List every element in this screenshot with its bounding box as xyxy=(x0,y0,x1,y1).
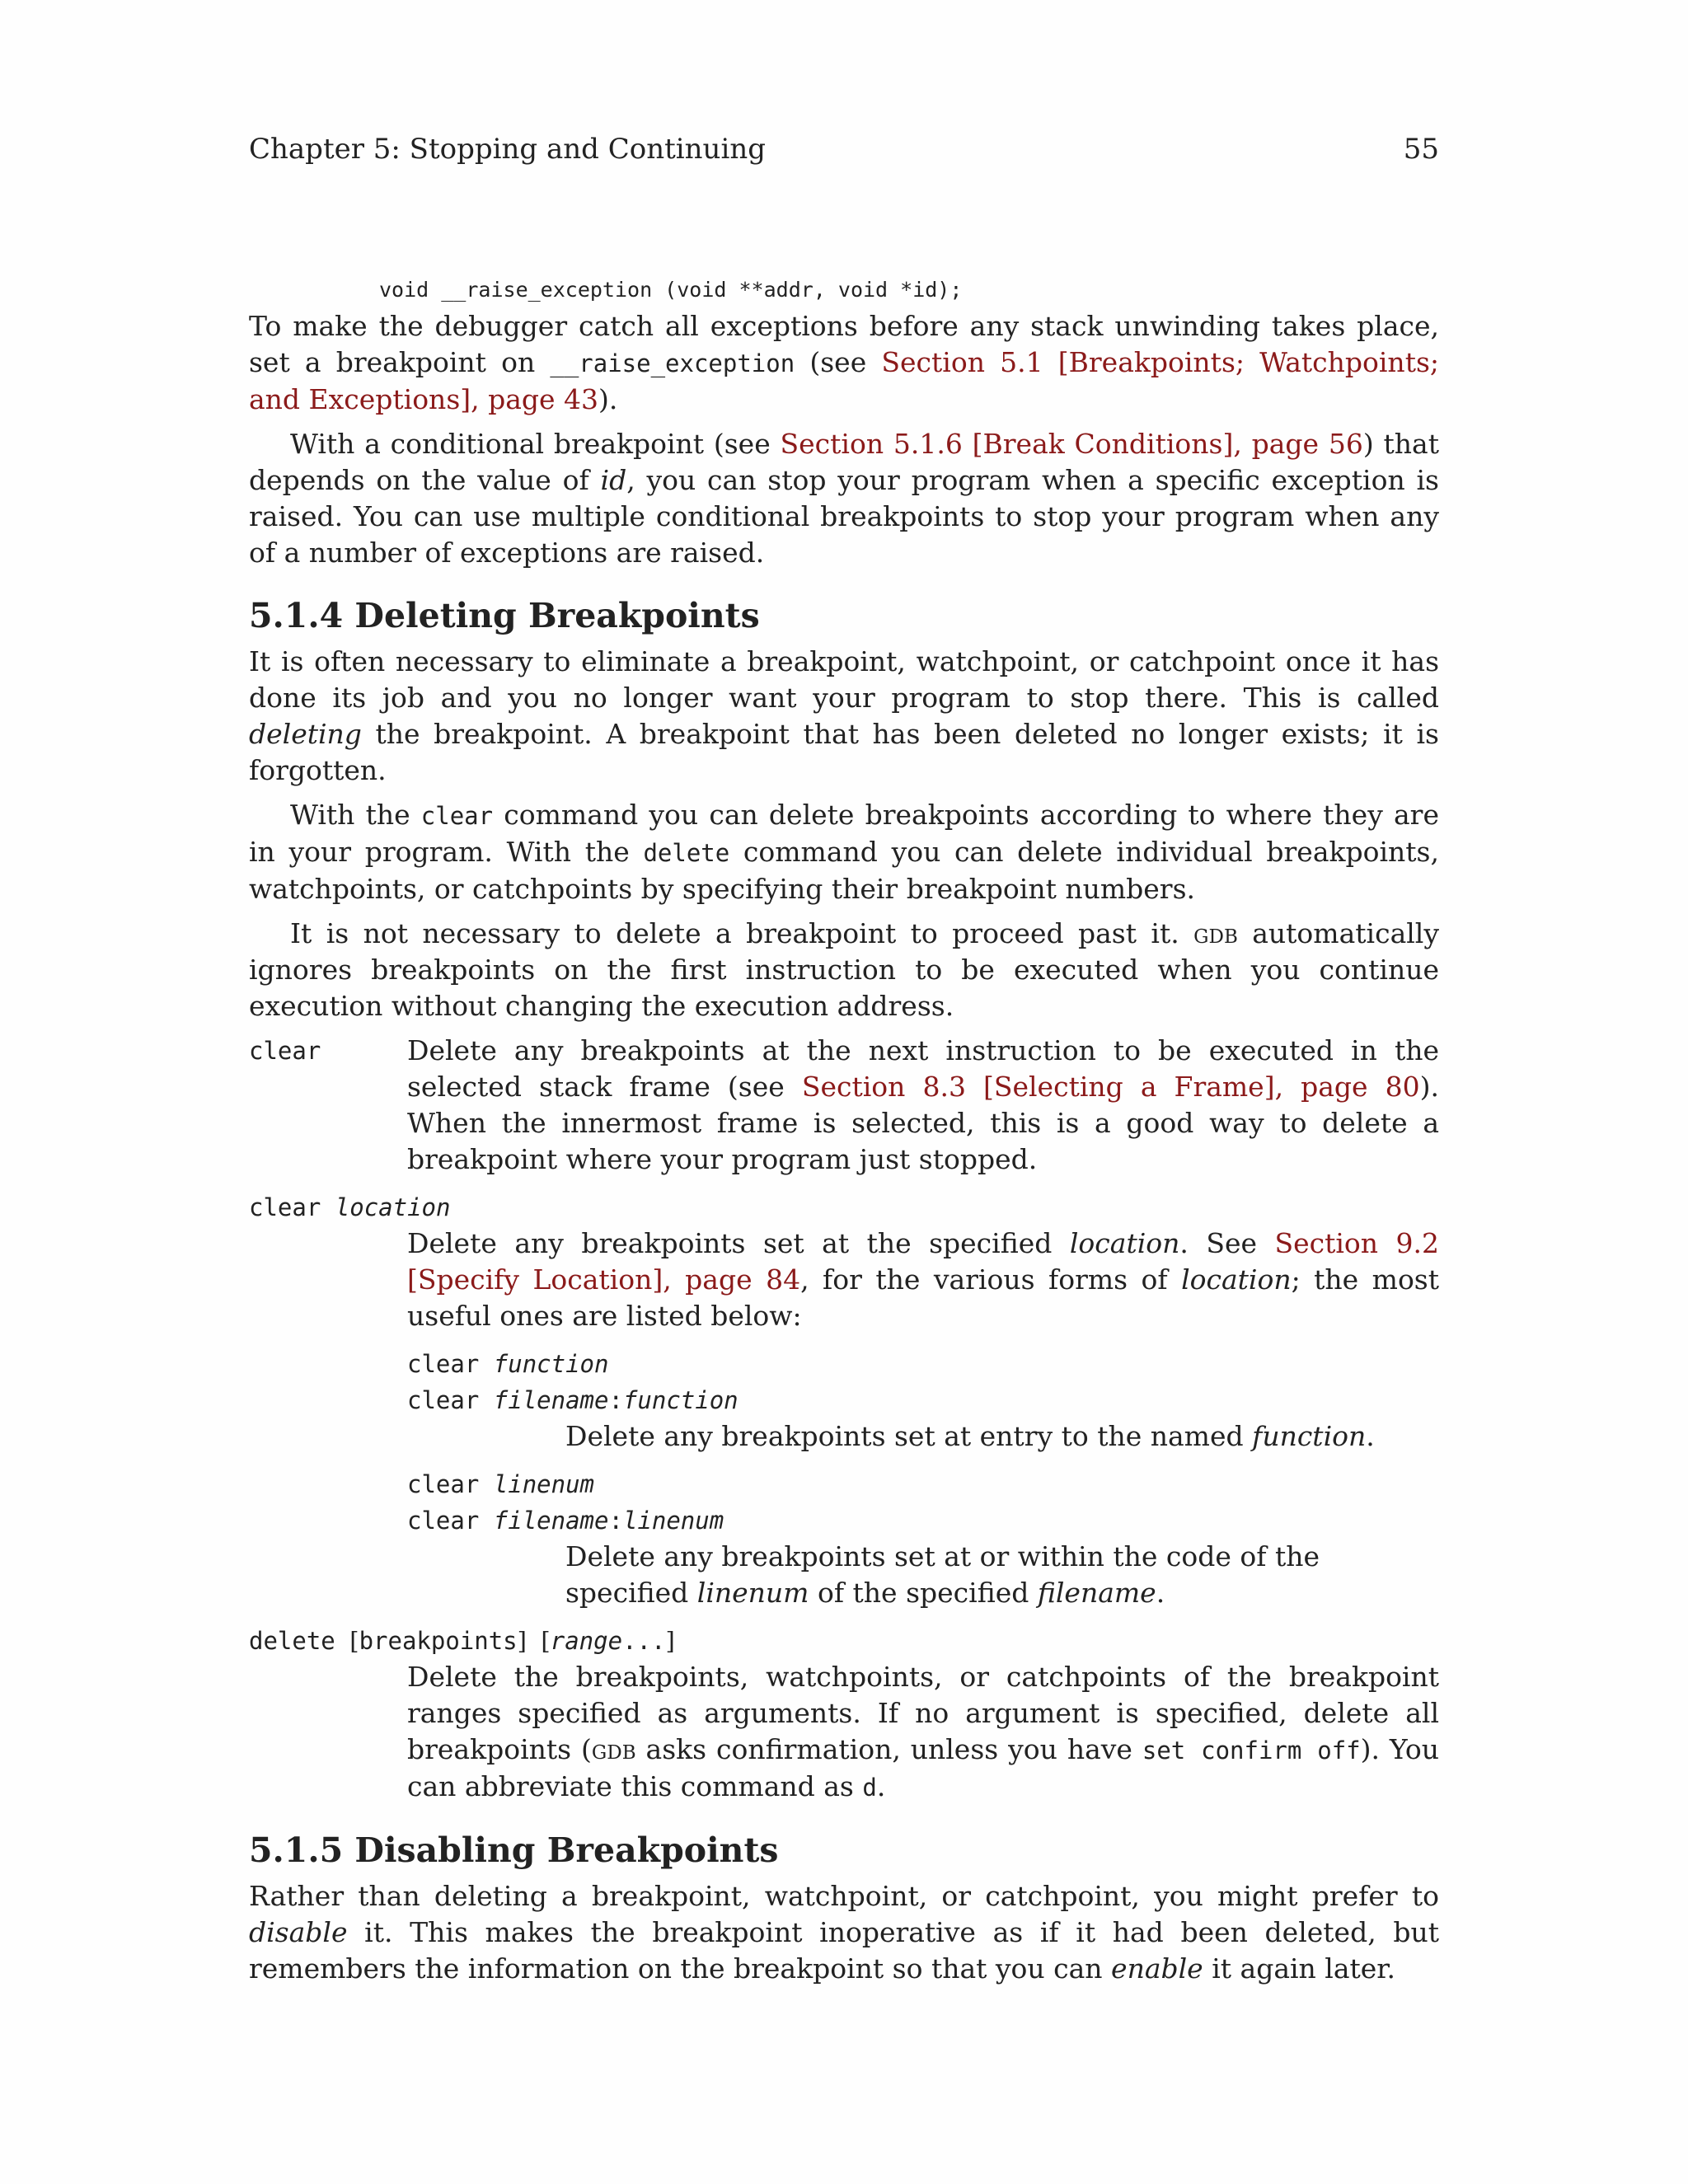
text: With a conditional breakpoint (see xyxy=(290,428,781,460)
cross-reference-link[interactable]: Section 8.3 [Selecting a Frame], page 80 xyxy=(801,1071,1420,1103)
text: With the xyxy=(290,799,421,831)
text: (see xyxy=(795,346,882,378)
text: of the specified xyxy=(809,1577,1038,1609)
chapter-title: Chapter 5: Stopping and Continuing xyxy=(249,133,766,166)
paragraph xyxy=(249,916,1439,1024)
argument: filename xyxy=(493,1507,609,1535)
cross-reference-link[interactable]: Section 9.2 [Specify Location], page 84 xyxy=(407,1227,1439,1296)
inline-code: clear xyxy=(420,802,494,830)
text: automatically ignores breakpoints on the first instruction to be executed when you continue execution without changing the execution address. xyxy=(249,917,1439,1022)
text: ) that depends on the value of xyxy=(249,428,1439,496)
definition-term: delete [breakpoints] [range...] xyxy=(249,1627,675,1655)
paragraph xyxy=(407,1226,1439,1334)
text: it again later. xyxy=(1203,1952,1395,1985)
code-example: void __raise_exception (void **addr, void *id); xyxy=(379,278,963,302)
small-caps-text: gdb xyxy=(591,1733,636,1765)
separator: : xyxy=(608,1507,623,1535)
sub-term xyxy=(407,1382,1439,1418)
argument: location xyxy=(335,1193,451,1221)
text: command you can delete individual breakpoints, watchpoints, or catchpoints by specifying their breakpoint numbers. xyxy=(249,836,1439,905)
emphasis: id xyxy=(600,464,627,496)
text: . xyxy=(1366,1420,1375,1452)
definition-term xyxy=(249,1189,1439,1226)
text: Delete any breakpoints at the next instruction to be executed in the selected stack frame (see xyxy=(407,1034,1439,1103)
argument: linenum xyxy=(622,1507,724,1535)
emphasis: deleting xyxy=(249,718,362,750)
definition-term: clear xyxy=(249,1037,321,1065)
sub-body xyxy=(407,1539,1439,1611)
text: Delete any breakpoints set at or within the code of the specified xyxy=(565,1540,1320,1609)
page-number: 55 xyxy=(1403,133,1439,166)
text: Delete any breakpoints set at entry to the named xyxy=(565,1420,1253,1452)
command: delete xyxy=(249,1627,335,1655)
sub-term xyxy=(407,1466,1439,1502)
text: To make the debugger catch all exceptions before any stack unwinding takes place, set a breakpoint on xyxy=(249,310,1439,378)
text: asks confirmation, unless you have xyxy=(635,1733,1142,1765)
command: clear xyxy=(407,1386,480,1414)
text: ). You can abbreviate this command as xyxy=(407,1733,1439,1802)
emphasis: location xyxy=(1181,1263,1292,1296)
text: Rather than deleting a breakpoint, watchpoint, or catchpoint, you might prefer to xyxy=(249,1880,1439,1912)
command: clear xyxy=(407,1507,480,1535)
text: . See xyxy=(1179,1227,1275,1259)
paragraph xyxy=(407,1033,1439,1178)
command: clear xyxy=(407,1350,480,1378)
emphasis: function xyxy=(1252,1420,1367,1452)
inline-code: set confirm off xyxy=(1142,1736,1361,1765)
paragraph xyxy=(249,797,1439,907)
text: It is often necessary to eliminate a breakpoint, watchpoint, or catchpoint once it has done its job and you no longer want your program to stop there. This is called xyxy=(249,645,1439,714)
argument: linenum xyxy=(493,1470,594,1498)
argument: range xyxy=(550,1627,623,1655)
text: . xyxy=(876,1770,886,1802)
text: ; the most useful ones are listed below: xyxy=(407,1263,1440,1332)
text: the breakpoint. A breakpoint that has been deleted no longer exists; it is forgotten. xyxy=(249,718,1439,786)
paragraph xyxy=(249,426,1439,571)
text: ). xyxy=(598,383,618,415)
command: clear xyxy=(407,1470,480,1498)
text: It is not necessary to delete a breakpoint to proceed past it. xyxy=(290,917,1194,949)
inline-code: __raise_exception xyxy=(550,349,795,377)
paragraph xyxy=(249,644,1439,789)
emphasis: disable xyxy=(249,1916,348,1948)
emphasis: location xyxy=(1069,1227,1180,1259)
emphasis: filename xyxy=(1037,1577,1156,1609)
sub-definition-function xyxy=(407,1346,1439,1455)
text: . xyxy=(1156,1577,1165,1609)
text: Delete the breakpoints, watchpoints, or catchpoints of the breakpoint ranges specified as arguments. If no argument is specified, delete all breakpoints ( xyxy=(407,1661,1439,1765)
page-body xyxy=(249,272,1439,1995)
definition-clear xyxy=(249,1033,1439,1178)
sub-term xyxy=(407,1502,1439,1539)
definition-body xyxy=(249,1226,1439,1611)
text: ). When the innermost frame is selected, this is a good way to delete a breakpoint where your program just stopped. xyxy=(407,1071,1439,1175)
text: it. This makes the breakpoint inoperative as if it had been deleted, but remembers the information on the breakpoint so that you can xyxy=(249,1916,1439,1985)
cross-reference-link[interactable]: Section 5.1 [Breakpoints; Watchpoints; and Exceptions], page 43 xyxy=(249,346,1440,415)
argument: filename xyxy=(493,1386,609,1414)
paragraph xyxy=(407,1659,1439,1806)
sub-body xyxy=(407,1418,1439,1455)
command: clear xyxy=(249,1193,321,1221)
small-caps-text: gdb xyxy=(1193,917,1238,949)
running-header xyxy=(249,130,1439,168)
emphasis: enable xyxy=(1111,1952,1203,1985)
definition-body xyxy=(249,1659,1439,1806)
text: Delete any breakpoints set at the specified xyxy=(407,1227,1070,1259)
section-heading: 5.1.4 Deleting Breakpoints xyxy=(249,596,760,635)
text: , you can stop your program when a specific exception is raised. You can use multiple conditional breakpoints to stop your program when any of a number of exceptions are raised. xyxy=(249,464,1439,569)
optional-argument: breakpoints xyxy=(359,1627,518,1655)
text: command you can delete breakpoints according to where they are in your program. With the xyxy=(249,799,1439,868)
paragraph xyxy=(249,308,1439,418)
argument: function xyxy=(622,1386,738,1414)
sub-definition-linenum xyxy=(407,1466,1439,1611)
separator: : xyxy=(608,1386,623,1414)
sub-term xyxy=(407,1346,1439,1382)
cross-reference-link[interactable]: Section 5.1.6 [Break Conditions], page 56 xyxy=(780,428,1363,460)
argument: function xyxy=(493,1350,609,1378)
emphasis: linenum xyxy=(696,1577,809,1609)
paragraph xyxy=(249,1878,1439,1987)
inline-code: delete xyxy=(643,839,730,867)
text: , for the various forms of xyxy=(800,1263,1182,1296)
definition-body xyxy=(407,1033,1439,1178)
inline-code: d xyxy=(862,1774,877,1802)
section-heading: 5.1.5 Disabling Breakpoints xyxy=(249,1830,779,1870)
ellipsis: ... xyxy=(622,1627,666,1655)
